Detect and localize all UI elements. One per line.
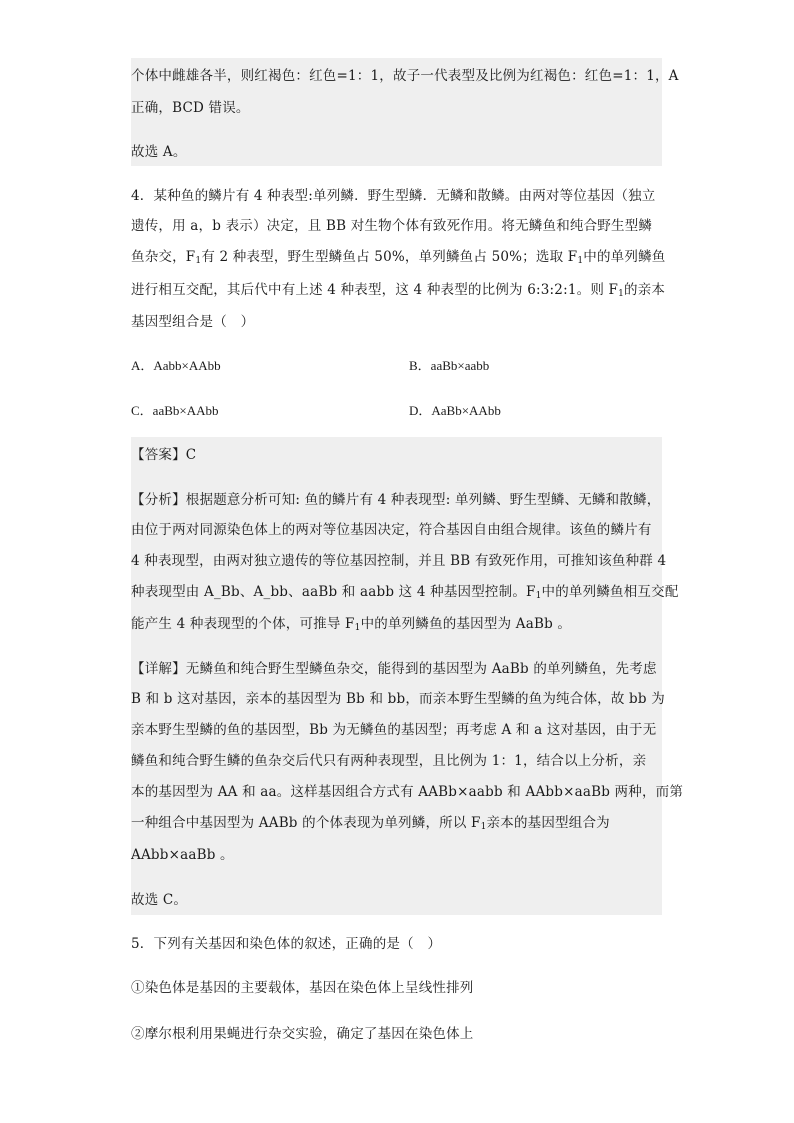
prev-explanation-line: 正确，BCD 错误。 [131, 100, 250, 116]
detail-line: B 和 b 这对基因，亲本的基因型为 Bb 和 bb，而亲本野生型鳞的鱼为纯合体，故 bb 为 [131, 691, 665, 707]
q5-item-1: ①染色体是基因的主要载体，基因在染色体上呈线性排列 [131, 980, 474, 996]
q4-stem-line: 4．某种鱼的鳞片有 4 种表型:单列鳞．野生型鳞．无鳞和散鳞。由两对等位基因（独立 [131, 188, 656, 204]
analysis-line: 4 种表现型，由两对独立遗传的等位基因控制，并且 BB 有致死作用，可推知该鱼种群 4 [131, 553, 667, 569]
q5-stem: 5．下列有关基因和染色体的叙述，正确的是（ ） [131, 936, 442, 952]
answer-label: 【答案】C [131, 447, 197, 463]
detail-line: 本的基因型为 AA 和 aa。这样基因组合方式有 AABb×aabb 和 AAbb×aaBb 两种，而第 [131, 784, 684, 800]
option-c: C．aaBb×AAbb [131, 403, 219, 418]
analysis-line: 种表现型由 A_Bb、A_bb、aaBb 和 aabb 这 4 种基因型控制。$F_1$中的单列鳞鱼相互交配 [131, 584, 679, 601]
detail-line: 一种组合中基因型为 AABb 的个体表现为单列鳞，所以 $F_1$亲本的基因型组合为 [131, 815, 610, 832]
option-a: A．Aabb×AAbb [131, 358, 221, 373]
prev-explanation-line: 个体中雌雄各半，则红褐色：红色=1：1，故子一代表型及比例为红褐色：红色=1：1，A [131, 68, 679, 84]
detail-line: 【详解】无鳞鱼和纯合野生型鳞鱼杂交，能得到的基因型为 AaBb 的单列鳞鱼，先考虑 [131, 661, 657, 677]
analysis-line: 由位于两对同源染色体上的两对等位基因决定，符合基因自由组合规律。该鱼的鳞片有 [131, 522, 652, 538]
q4-stem-line: 进行相互交配，其后代中有上述 4 种表型，这 4 种表型的比例为 6:3:2:1。则 $F_1$的亲本 [131, 282, 666, 299]
option-d: D．AaBb×AAbb [409, 403, 501, 418]
option-b: B．aaBb×aabb [409, 358, 490, 373]
q4-conclusion: 故选 C。 [131, 892, 188, 908]
q5-item-2: ②摩尔根利用果蝇进行杂交实验，确定了基因在染色体上 [131, 1026, 474, 1042]
q4-stem-line: 鱼杂交，$F_1$有 2 种表型，野生型鳞鱼占 50%，单列鳞鱼占 50%；选取 $F_1$中的单列鳞鱼 [131, 249, 666, 266]
detail-line: 鳞鱼和纯合野生鳞的鱼杂交后代只有两种表现型，且比例为 1：1，结合以上分析，亲 [131, 753, 647, 769]
analysis-line: 能产生 4 种表现型的个体，可推导 $F_1$中的单列鳞鱼的基因型为 AaBb 。 [131, 616, 572, 633]
analysis-line: 【分析】根据题意分析可知: 鱼的鳞片有 4 种表现型: 单列鳞、野生型鳞、无鳞和散鳞， [131, 492, 661, 508]
q4-stem-line: 遗传，用 a，b 表示）决定，且 BB 对生物个体有致死作用。将无鳞鱼和纯合野生型鳞 [131, 218, 653, 234]
q4-stem-line: 基因型组合是（ ） [131, 314, 255, 330]
detail-line: 亲本野生型鳞的鱼的基因型，Bb 为无鳞鱼的基因型；再考虑 A 和 a 这对基因，由于无 [131, 722, 657, 738]
prev-conclusion: 故选 A。 [131, 144, 187, 160]
detail-line: AAbb×aaBb 。 [131, 847, 234, 863]
